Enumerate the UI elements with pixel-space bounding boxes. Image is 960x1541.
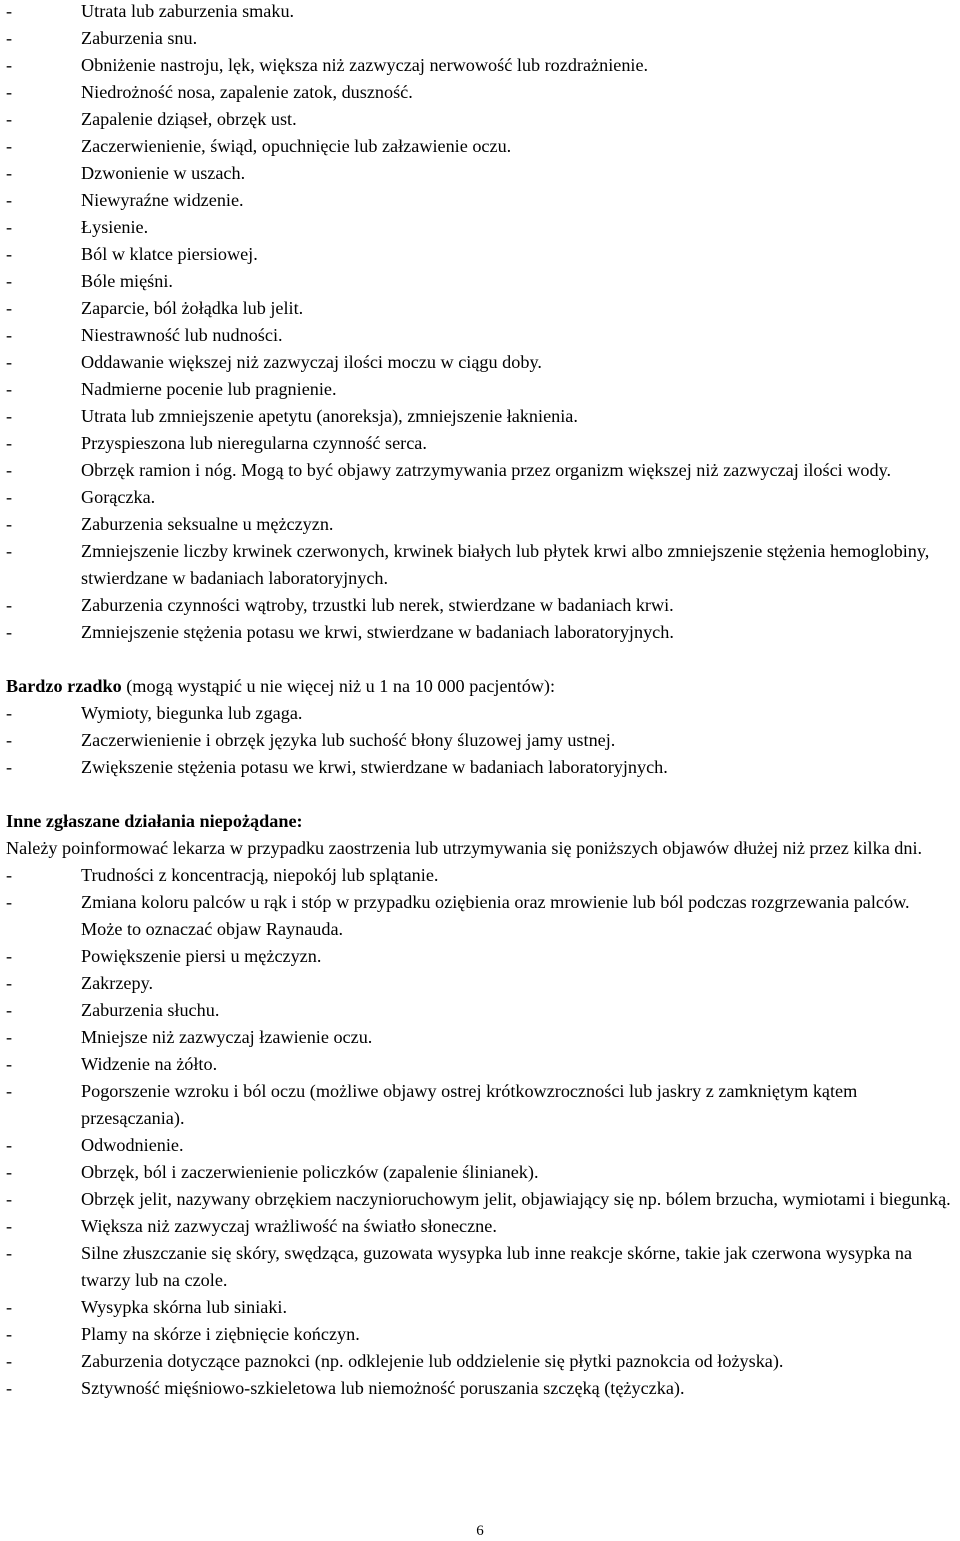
very-rare-heading-bold: Bardzo rzadko xyxy=(6,676,122,696)
side-effects-list-very-rare xyxy=(6,700,954,781)
list-item: - Sztywność mięśniowo-szkieletowa lub niemożność poruszania szczęką (tężyczka). xyxy=(6,1375,954,1402)
list-item: - Trudności z koncentracją, niepokój lub splątanie. xyxy=(6,862,954,889)
list-item: - Niestrawność lub nudności. xyxy=(6,322,954,349)
other-heading-text: Inne zgłaszane działania niepożądane: xyxy=(6,811,303,831)
section-spacer xyxy=(6,781,954,808)
list-item: - Wysypka skórna lub siniaki. xyxy=(6,1294,954,1321)
list-item: - Widzenie na żółto. xyxy=(6,1051,954,1078)
page-number: 6 xyxy=(476,1523,484,1539)
list-item: - Zakrzepy. xyxy=(6,970,954,997)
list-item: - Zaparcie, ból żołądka lub jelit. xyxy=(6,295,954,322)
very-rare-heading-rest: (mogą wystąpić u nie więcej niż u 1 na 10 000 pacjentów): xyxy=(121,676,556,696)
list-item: - Łysienie. xyxy=(6,214,954,241)
list-item: - Mniejsze niż zazwyczaj łzawienie oczu. xyxy=(6,1024,954,1051)
list-item: - Zmniejszenie stężenia potasu we krwi, stwierdzane w badaniach laboratoryjnych. xyxy=(6,619,954,646)
list-item: - Utrata lub zaburzenia smaku. xyxy=(6,0,954,25)
list-item: - Oddawanie większej niż zazwyczaj ilości moczu w ciągu doby. xyxy=(6,349,954,376)
list-item: - Utrata lub zmniejszenie apetytu (anoreksja), zmniejszenie łaknienia. xyxy=(6,403,954,430)
list-item: - Zaburzenia czynności wątroby, trzustki lub nerek, stwierdzane w badaniach krwi. xyxy=(6,592,954,619)
list-item: - Zaburzenia dotyczące paznokci (np. odklejenie lub oddzielenie się płytki paznokcia od łożyska). xyxy=(6,1348,954,1375)
other-intro: Należy poinformować lekarza w przypadku zaostrzenia lub utrzymywania się poniższych objawów dłużej niż przez kilka dni. xyxy=(6,838,923,858)
list-item: - Dzwonienie w uszach. xyxy=(6,160,954,187)
other-heading xyxy=(6,808,954,835)
list-item: - Ból w klatce piersiowej. xyxy=(6,241,954,268)
section-spacer xyxy=(6,646,954,673)
list-item: - Obrzęk ramion i nóg. Mogą to być objawy zatrzymywania przez organizm większej niż zazwyczaj ilości wody. xyxy=(6,457,954,484)
list-item: - Zaburzenia seksualne u mężczyzn. xyxy=(6,511,954,538)
side-effects-list-common xyxy=(6,0,954,646)
list-item: - Silne złuszczanie się skóry, swędząca, guzowata wysypka lub inne reakcje skórne, takie jak czerwona wysypka na twarzy lub na czole. xyxy=(6,1240,954,1294)
very-rare-heading xyxy=(6,673,954,700)
list-item: - Niedrożność nosa, zapalenie zatok, duszność. xyxy=(6,79,954,106)
list-item: - Plamy na skórze i ziębnięcie kończyn. xyxy=(6,1321,954,1348)
list-item: - Obrzęk, ból i zaczerwienienie policzków (zapalenie ślinianek). xyxy=(6,1159,954,1186)
list-item: - Powiększenie piersi u mężczyzn. xyxy=(6,943,954,970)
list-item: - Gorączka. xyxy=(6,484,954,511)
list-item: - Zaczerwienienie i obrzęk języka lub suchość błony śluzowej jamy ustnej. xyxy=(6,727,954,754)
list-item: - Obrzęk jelit, nazywany obrzękiem naczynioruchowym jelit, objawiający się np. bólem brzucha, wymiotami i biegunką. xyxy=(6,1186,954,1213)
list-item: - Obniżenie nastroju, lęk, większa niż zazwyczaj nerwowość lub rozdrażnienie. xyxy=(6,52,954,79)
list-item: - Zmniejszenie liczby krwinek czerwonych, krwinek białych lub płytek krwi albo zmniejszenie stężenia hemoglobiny, stwierdzane w badaniach laboratoryjnych. xyxy=(6,538,954,592)
list-item: - Nadmierne pocenie lub pragnienie. xyxy=(6,376,954,403)
list-item: - Większa niż zazwyczaj wrażliwość na światło słoneczne. xyxy=(6,1213,954,1240)
list-item: - Bóle mięśni. xyxy=(6,268,954,295)
list-item: - Wymioty, biegunka lub zgaga. xyxy=(6,700,954,727)
list-item: - Zaburzenia słuchu. xyxy=(6,997,954,1024)
list-item: - Pogorszenie wzroku i ból oczu (możliwe objawy ostrej krótkowzroczności lub jaskry z zamkniętym kątem przesączania). xyxy=(6,1078,954,1132)
list-item: - Odwodnienie. xyxy=(6,1132,954,1159)
list-item: - Niewyraźne widzenie. xyxy=(6,187,954,214)
list-item: - Zwiększenie stężenia potasu we krwi, stwierdzane w badaniach laboratoryjnych. xyxy=(6,754,954,781)
list-item: - Zapalenie dziąseł, obrzęk ust. xyxy=(6,106,954,133)
document-page xyxy=(6,0,954,1402)
list-item: - Zaburzenia snu. xyxy=(6,25,954,52)
list-item: - Przyspieszona lub nieregularna czynność serca. xyxy=(6,430,954,457)
list-item: - Zmiana koloru palców u rąk i stóp w przypadku oziębienia oraz mrowienie lub ból podczas rozgrzewania palców. Może to oznaczać objaw Raynauda. xyxy=(6,889,954,943)
side-effects-list-other xyxy=(6,862,954,1402)
list-item: - Zaczerwienienie, świąd, opuchnięcie lub załzawienie oczu. xyxy=(6,133,954,160)
